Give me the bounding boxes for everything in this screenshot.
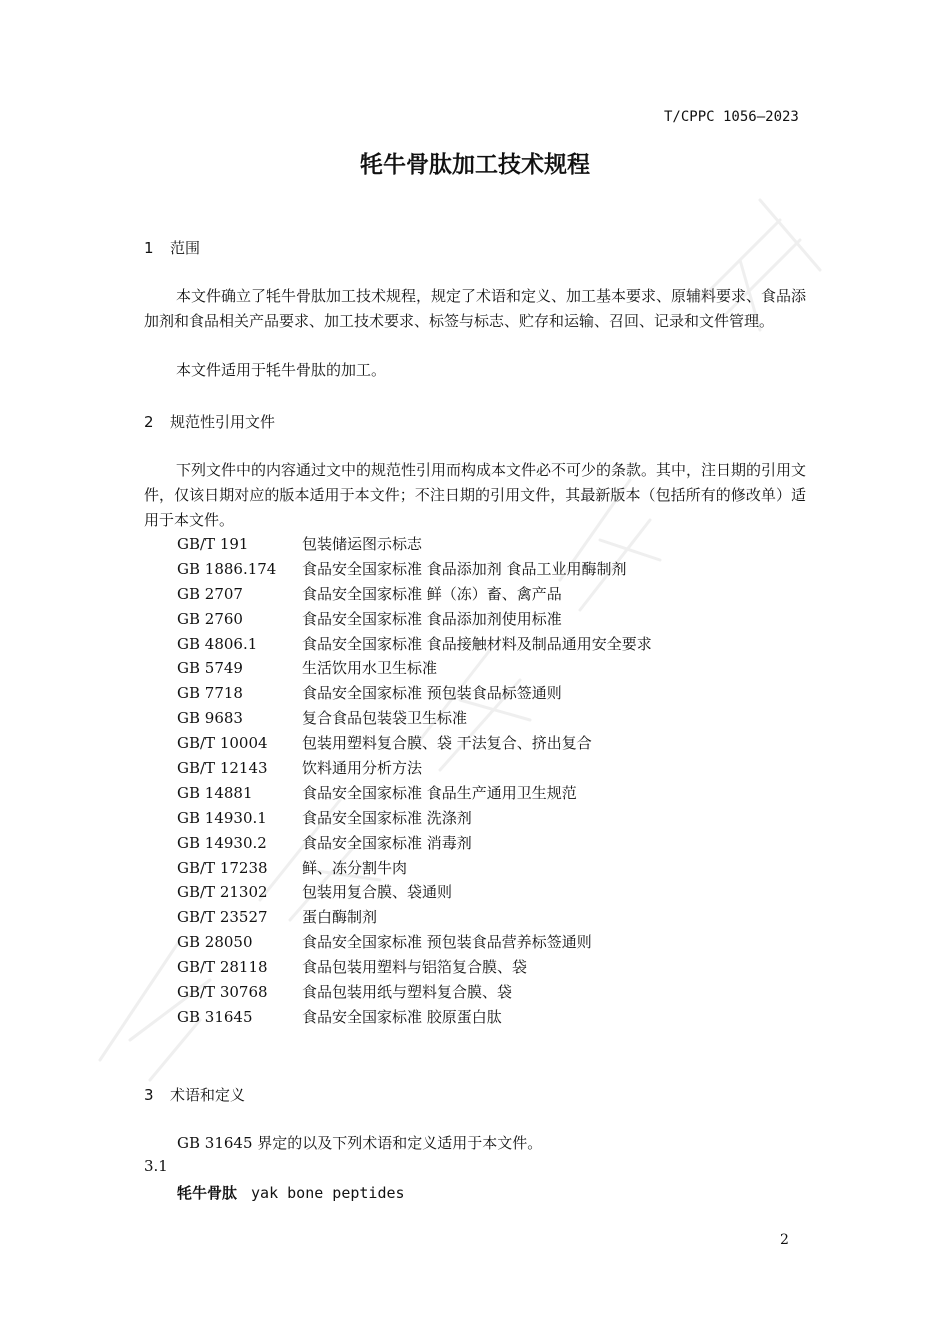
reference-item — [177, 1005, 652, 1030]
reference-item — [177, 656, 652, 681]
section-number: 3 — [144, 1086, 154, 1104]
reference-item — [177, 980, 652, 1005]
page-number: 2 — [780, 1232, 789, 1248]
reference-title: 食品安全国家标准 预包装食品营养标签通则 — [302, 933, 592, 952]
section-2-intro: 下列文件中的内容通过文中的规范性引用而构成本文件必不可少的条款。其中，注日期的引用文件，仅该日期对应的版本适用于本文件；不注日期的引用文件，其最新版本（包括所有的修改单）适用于本文件。 — [144, 461, 807, 529]
reference-title: 食品安全国家标准 食品添加剂 食品工业用酶制剂 — [302, 559, 627, 578]
reference-code: GB 9683 — [177, 709, 243, 728]
reference-title: 生活饮用水卫生标准 — [302, 659, 438, 678]
reference-item — [177, 731, 652, 756]
reference-title: 包装用复合膜、袋通则 — [302, 883, 453, 902]
reference-item — [177, 930, 652, 955]
reference-title: 包装用塑料复合膜、袋 干法复合、挤出复合 — [302, 734, 592, 753]
section-title: 规范性引用文件 — [170, 413, 276, 431]
section-2-heading — [144, 411, 275, 432]
reference-item — [177, 806, 652, 831]
reference-item — [177, 880, 652, 905]
reference-code: GB 5749 — [177, 659, 243, 678]
reference-item — [177, 532, 652, 557]
document-code: T/CPPC 1056—2023 — [664, 109, 799, 125]
reference-title: 蛋白酶制剂 — [302, 908, 378, 927]
reference-code: GB 14881 — [177, 783, 253, 802]
reference-code: GB/T 10004 — [177, 734, 268, 753]
reference-title: 食品安全国家标准 食品接触材料及制品通用安全要求 — [302, 634, 652, 653]
reference-title: 食品安全国家标准 预包装食品标签通则 — [302, 684, 562, 703]
section-title: 术语和定义 — [170, 1086, 246, 1104]
reference-item — [177, 681, 652, 706]
reference-title: 包装储运图示标志 — [302, 535, 423, 553]
reference-code: GB 28050 — [177, 933, 253, 952]
term-chinese: 牦牛骨肽 — [177, 1184, 238, 1202]
section-number: 2 — [144, 413, 154, 431]
term-english: yak bone peptides — [251, 1184, 405, 1202]
section-1-paragraph-2: 本文件适用于牦牛骨肽的加工。 — [176, 361, 387, 379]
section-number: 1 — [144, 239, 154, 257]
reference-item — [177, 955, 652, 980]
reference-item — [177, 582, 652, 607]
reference-code: GB 1886.174 — [177, 559, 277, 578]
reference-code: GB 7718 — [177, 684, 243, 703]
reference-title: 食品安全国家标准 食品添加剂使用标准 — [302, 609, 562, 628]
reference-code: GB 2707 — [177, 584, 243, 603]
section-title: 范围 — [170, 239, 201, 257]
reference-item — [177, 557, 652, 582]
section-3-intro: GB 31645 界定的以及下列术语和定义适用于本文件。 — [177, 1134, 543, 1152]
section-1-heading — [144, 237, 200, 258]
term-number: 3.1 — [144, 1157, 168, 1175]
reference-item — [177, 905, 652, 930]
reference-code: GB/T 23527 — [177, 908, 268, 927]
reference-title: 食品包装用塑料与铝箔复合膜、袋 — [302, 958, 528, 977]
reference-code: GB 14930.1 — [177, 808, 267, 827]
reference-title: 食品安全国家标准 胶原蛋白肽 — [302, 1007, 502, 1026]
reference-title: 食品安全国家标准 消毒剂 — [302, 833, 472, 852]
reference-title: 食品安全国家标准 食品生产通用卫生规范 — [302, 783, 577, 802]
reference-title: 饮料通用分析方法 — [302, 759, 423, 778]
reference-code: GB 4806.1 — [177, 634, 258, 653]
document-title: 牦牛骨肽加工技术规程 — [360, 152, 590, 178]
reference-code: GB 31645 — [177, 1007, 253, 1026]
reference-item — [177, 632, 652, 657]
reference-title: 鲜、冻分割牛肉 — [302, 858, 408, 877]
reference-code: GB/T 17238 — [177, 858, 268, 877]
reference-code: GB/T 28118 — [177, 958, 268, 977]
reference-code: GB 2760 — [177, 609, 243, 628]
reference-item — [177, 756, 652, 781]
reference-code: GB/T 30768 — [177, 983, 268, 1002]
reference-item — [177, 706, 652, 731]
reference-code: GB/T 21302 — [177, 883, 268, 902]
reference-item — [177, 781, 652, 806]
reference-item — [177, 856, 652, 881]
reference-code: GB/T 12143 — [177, 759, 268, 778]
normative-reference-list — [177, 532, 652, 1030]
reference-code: GB/T 191 — [177, 535, 249, 553]
reference-title: 食品安全国家标准 洗涤剂 — [302, 808, 472, 827]
reference-title: 食品安全国家标准 鲜（冻）畜、禽产品 — [302, 584, 562, 603]
reference-title: 复合食品包装袋卫生标准 — [302, 709, 468, 728]
term-entry — [177, 1182, 405, 1203]
reference-item — [177, 607, 652, 632]
reference-code: GB 14930.2 — [177, 833, 267, 852]
section-3-heading — [144, 1084, 245, 1105]
reference-title: 食品包装用纸与塑料复合膜、袋 — [302, 983, 513, 1002]
section-1-paragraph-1: 本文件确立了牦牛骨肽加工技术规程，规定了术语和定义、加工基本要求、原辅料要求、食品添加剂和食品相关产品要求、加工技术要求、标签与标志、贮存和运输、召回、记录和文件管理。 — [144, 287, 807, 330]
reference-item — [177, 831, 652, 856]
